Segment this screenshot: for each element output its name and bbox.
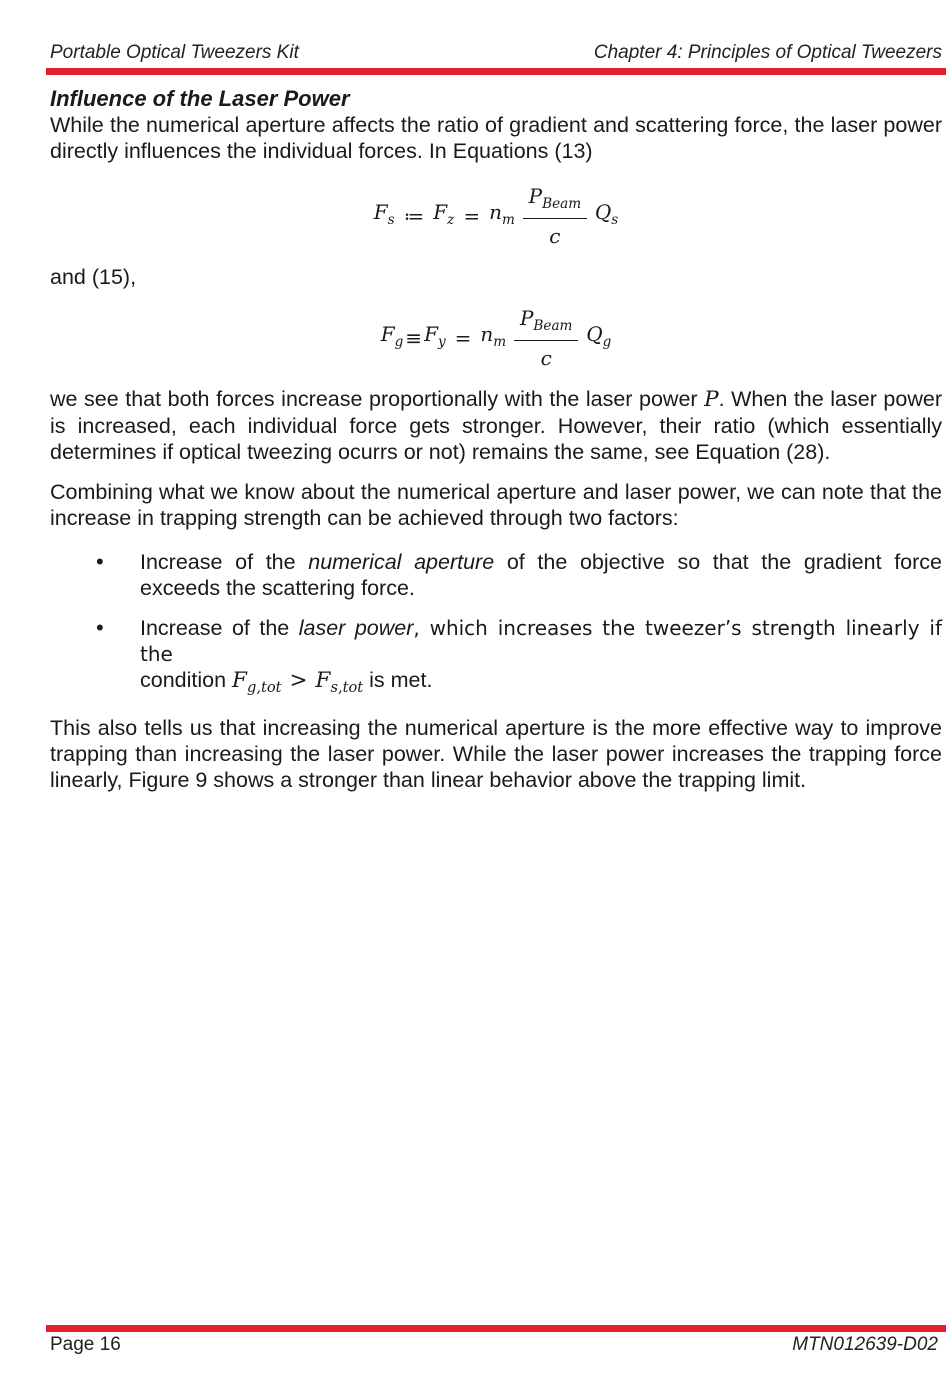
section-title: Influence of the Laser Power	[50, 86, 350, 111]
bullet-icon: •	[96, 549, 104, 574]
equation-13: $F_s$ ≔ $F_z$ = $n_m$ $\frac{P_{Beam}}{c}$ $Q_s$	[373, 183, 619, 249]
list-item: • Increase of the numerical aperture of the objective so that the gradient force exceeds the scattering force.	[96, 549, 942, 600]
condition-inequality: $F_{g,tot} > F_{s,tot}$	[232, 668, 364, 697]
page-content	[50, 86, 942, 793]
header-chapter-title: Chapter 4: Principles of Optical Tweezers	[593, 42, 942, 63]
intro-paragraph: While the numerical aperture affects the ratio of gradient and scattering force, the laser power directly influences the individual forces. In Equations (13)	[50, 113, 942, 163]
eq15-lhs: $F_g$	[380, 322, 404, 350]
list-item: • Increase of the laser power, which increases the tweezer’s strength linearly if the condition $F_{g,tot} > F_{s,tot}$ is met.	[96, 615, 942, 697]
factors-intro-paragraph: Combining what we know about the numerical aperture and laser power, we can note that the increase in trapping strength can be achieved through two factors:	[50, 480, 942, 530]
proportionality-paragraph: we see that both forces increase proportionally with the laser power P. When the laser power is increased, each individual force gets stronger. However, their ratio (which essentially determines if optical tweezing ocurrs or not) remains the same, see Equation (28).	[50, 387, 942, 464]
conclusion-paragraph: This also tells us that increasing the numerical aperture is the more effective way to improve trapping than increasing the laser power. While the laser power increases the trapping force linearly, Figure 9 shows a stronger than linear behavior above the trapping limit.	[50, 716, 942, 793]
eq13-lhs: $F_s$	[373, 200, 395, 228]
between-text: and (15),	[50, 265, 137, 289]
header-document-title: Portable Optical Tweezers Kit	[50, 42, 299, 63]
document-id: MTN012639-D02	[792, 1334, 938, 1355]
bullet-icon: •	[96, 615, 104, 640]
factors-list	[50, 549, 942, 701]
footer-divider	[46, 1325, 946, 1332]
eq15-fraction: $\frac{P_{Beam}}{c}$	[514, 305, 578, 372]
eq13-fraction: $\frac{P_{Beam}}{c}$	[523, 183, 587, 250]
header-divider	[46, 68, 946, 75]
page-number: Page 16	[50, 1334, 121, 1355]
equation-15: $F_g$ ≡ $F_y$ = $n_m$ $\frac{P_{Beam}}{c}$ $Q_g$	[380, 305, 612, 371]
